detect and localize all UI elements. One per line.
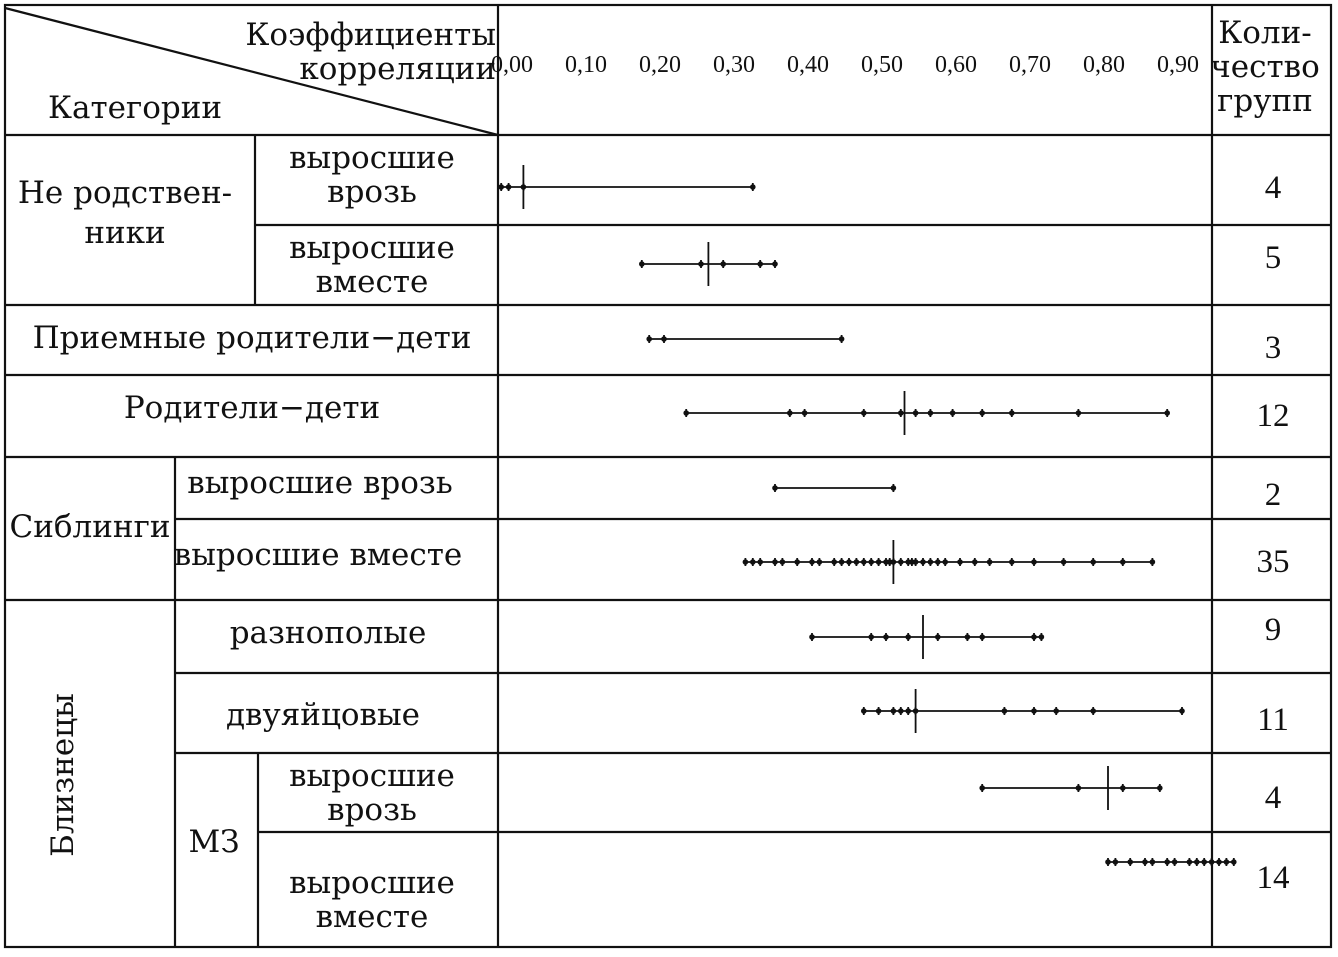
row-marks — [1105, 858, 1236, 866]
count-value: 4 — [1264, 170, 1282, 206]
count-value: 11 — [1257, 702, 1289, 738]
x-tick-label: 0,70 — [1009, 52, 1051, 78]
row-marks — [861, 689, 1185, 733]
row-label-nonrel-apart-1: выросшие — [289, 140, 455, 176]
row-label-mz-apart-1: выросшие — [289, 758, 455, 794]
row-marks — [809, 615, 1044, 659]
row-label-nonrel-apart-2: врозь — [327, 174, 417, 210]
group-twins: Близнецы — [45, 693, 81, 857]
count-header-line2: чество — [1210, 49, 1320, 85]
count-value: 5 — [1264, 240, 1282, 276]
group-non-relatives-line1: Не родствен- — [17, 175, 233, 211]
x-tick-label: 0,10 — [565, 52, 607, 78]
x-axis-tick-labels — [491, 52, 1199, 78]
row-marks — [683, 391, 1170, 435]
row-label-mz-apart-2: врозь — [327, 792, 417, 828]
count-value: 4 — [1264, 780, 1282, 816]
x-tick-label: 0,80 — [1083, 52, 1125, 78]
x-tick-label: 0,50 — [861, 52, 903, 78]
chart-marks — [498, 165, 1236, 866]
count-header-line1: Коли- — [1218, 15, 1312, 51]
row-label-siblings-apart: выросшие врозь — [187, 465, 453, 501]
count-value: 14 — [1256, 860, 1290, 896]
x-tick-label: 0,40 — [787, 52, 829, 78]
group-non-relatives-line2: ники — [84, 215, 166, 251]
count-header-line3: групп — [1217, 83, 1313, 119]
coefficients-header-line1: Коэффициенты — [245, 17, 496, 53]
group-mz: МЗ — [188, 824, 240, 860]
x-tick-label: 0,90 — [1157, 52, 1199, 78]
row-label-adoptive: Приемные родители−дети — [32, 320, 472, 356]
group-siblings: Сиблинги — [9, 509, 171, 545]
row-label-mz-together-2: вместе — [315, 899, 429, 935]
x-tick-label: 0,00 — [491, 52, 533, 78]
row-marks — [979, 766, 1162, 810]
count-value: 12 — [1256, 398, 1290, 434]
row-marks — [498, 165, 755, 209]
row-marks — [646, 335, 844, 343]
count-value: 35 — [1256, 544, 1290, 580]
x-tick-label: 0,30 — [713, 52, 755, 78]
row-marks — [772, 484, 896, 492]
x-tick-label: 0,20 — [639, 52, 681, 78]
row-label-siblings-together: выросшие вместе — [173, 537, 463, 573]
row-label-parents-children: Родители−дети — [123, 390, 381, 426]
row-label-nonrel-together-2: вместе — [315, 264, 429, 300]
row-label-nonrel-together-1: выросшие — [289, 230, 455, 266]
row-marks — [743, 540, 1156, 584]
categories-header: Категории — [48, 90, 223, 126]
row-label-dizygotic: двуяйцовые — [225, 697, 421, 733]
x-tick-label: 0,60 — [935, 52, 977, 78]
count-value: 9 — [1264, 612, 1282, 648]
count-value: 2 — [1264, 477, 1282, 513]
row-label-opposite-sex: разнополые — [229, 615, 427, 651]
count-value: 3 — [1264, 330, 1282, 366]
coefficients-header-line2: корреляции — [299, 51, 496, 87]
row-label-mz-together-1: выросшие — [289, 865, 455, 901]
row-marks — [639, 242, 778, 286]
